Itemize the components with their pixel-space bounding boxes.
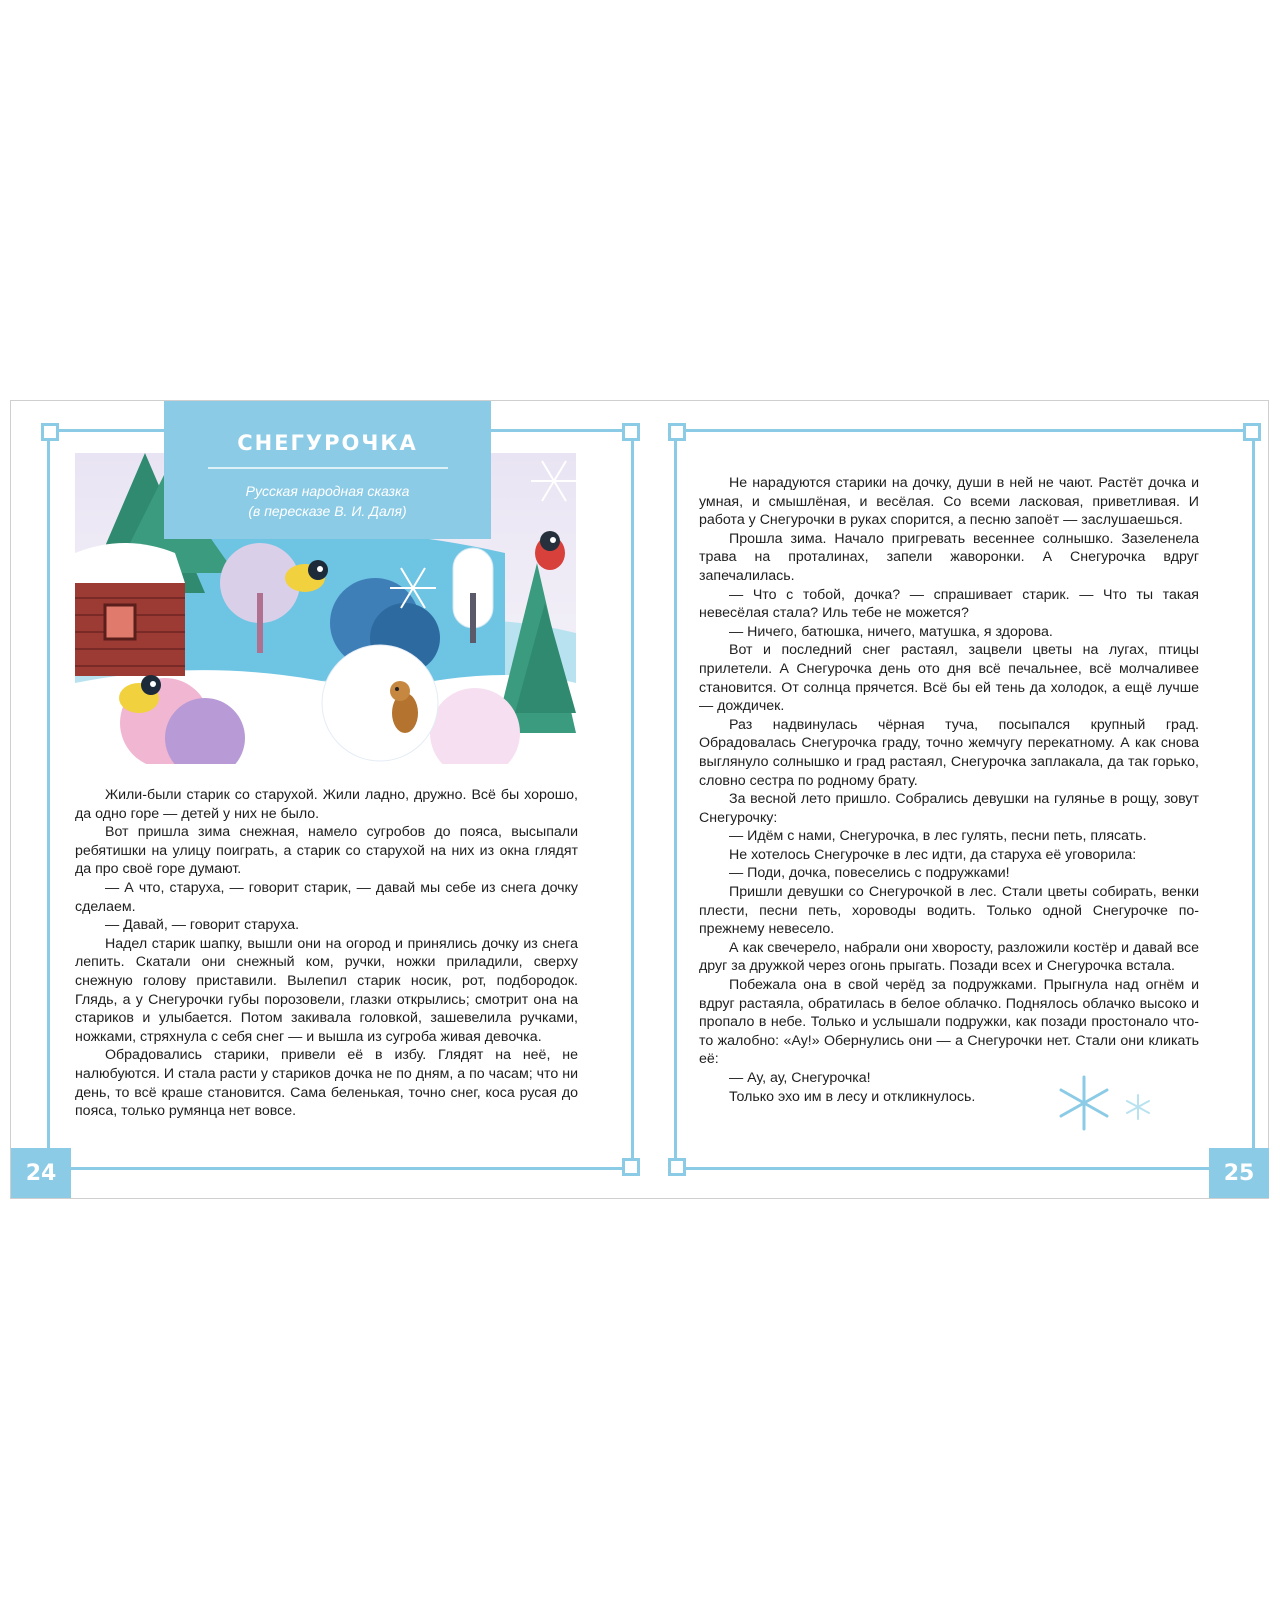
paragraph: Обрадовались старики, привели её в избу. Глядят на неё, не налюбуются. И стала расти у стариков дочка не по дням, а по часам; что ни день, то всё краше становится. Сама беленькая, точно снег, коса русая до пояса, только румянца нет вовсе. [75,1047,578,1120]
frame-corner [622,1158,640,1176]
paragraph: — Ничего, батюшка, ничего, матушка, я здорова. [729,623,1053,640]
story-title: СНЕГУРОЧКА [237,431,418,455]
page-number: 24 [11,1148,71,1198]
right-page [640,401,1269,1198]
paragraph: — Что с тобой, дочка? — спрашивает старик. — Что ты такая невесёлая стала? Иль тебе не можется? [699,586,1199,622]
paragraph: Надел старик шапку, вышли они на огород и принялись дочку из снега лепить. Скатали они снежный ком, ручки, ножки приладили, сверху снежную голову приставили. Вылепил старик носик, рот, подбородок. Глядь, а у Снегурочки губы порозовели, глазки открылись; смотрит она на стариков и улыбается. Потом закивала головкой, зашевелила ручками, ножками, стряхнула с себя снег — и вышла из сугроба живая девочка. [75,935,578,1045]
paragraph: Только эхо им в лесу и откликнулось. [729,1088,976,1105]
subtitle-line-1: Русская народная сказка [245,483,410,499]
title-box [164,401,491,539]
paragraph: Жили-были старик со старухой. Жили ладно, дружно. Всё бы хорошо, да одно горе — детей у них не было. [75,787,578,822]
frame-corner [668,423,686,441]
story-text-left [75,786,578,1121]
snowman-ball-icon [322,645,438,761]
paragraph: — Поди, дочка, повеселись с подружками! [729,865,1010,882]
paragraph: Побежала она в свой черёд за подружками. Прыгнула над огнём и вдруг растаяла, обратилась в белое облачко. Поднялось облачко высоко и пропало в небе. Только и услышали подружки, как позади простонало что-то жалобно: «Ау!» Обернулись они — а Снегурочки нет. Стали они кликать её: [699,977,1199,1068]
paragraph: — Давай, — говорит старуха. [105,917,300,934]
paragraph: Не нарадуются старики на дочку, души в ней не чают. Растёт дочка и умная, и смышлёная, и весёлая. Со всеми ласковая, приветливая. И работа у Снегурочки в руках спорится, а песню запоёт — заслушаешься. [699,475,1199,529]
frame-corner [41,423,59,441]
page-number: 25 [1209,1148,1269,1198]
title-divider [208,467,448,469]
paragraph: — А что, старуха, — говорит старик, — давай мы себе из снега дочку сделаем. [75,879,578,915]
log-cabin-icon [75,543,185,676]
story-text-right [699,474,1199,1106]
paragraph: Не хотелось Снегурочке в лес идти, да старуха её уговорила: [729,846,1137,863]
paragraph: Раз надвинулась чёрная туча, посыпался крупный град. Обрадовалась Снегурочка граду, точно жемчугу перекатному. А как снова выглянуло солнышко и град растаял, Снегурочка заплакала, да так горько, словно сестра по родному брату. [699,716,1199,789]
paragraph: А как свечерело, набрали они хворосту, разложили костёр и давай все друг за дружкой через огонь прыгать. Позади всех и Снегурочка встала. [699,939,1199,975]
subtitle-line-2: (в пересказе В. И. Даля) [248,503,407,519]
frame-corner [1243,423,1261,441]
paragraph: Пришли девушки со Снегурочкой в лес. Стали цветы собирать, венки плести, песни петь, хороводы водить. Только одной Снегурочке по-прежнему невесело. [699,884,1199,938]
frame-corner [668,1158,686,1176]
paragraph: За весной лето пришло. Собрались девушки на гулянье в рощу, зовут Снегурочку: [699,791,1199,826]
paragraph: — Идём с нами, Снегурочка, в лес гулять, песни петь, плясать. [729,828,1147,845]
paragraph: — Ау, ау, Снегурочка! [729,1070,871,1086]
left-page [11,401,640,1198]
paragraph: Вот и последний снег растаял, зацвели цветы на лугах, птицы прилетели. А Снегурочка день ото дня всё печальнее, всё молчаливее становится. От солнца прячется. Всё бы ей тень да холодок, а ещё лучше — дождичек. [699,642,1199,715]
book-spread [10,400,1269,1199]
paragraph: Вот пришла зима снежная, намело сугробов до пояса, высыпали ребятишки на улицу поиграть, а старик со старухой на них из окна глядят да про своё горе думают. [75,824,578,878]
frame-corner [622,423,640,441]
paragraph: Прошла зима. Начало пригревать весеннее солнышко. Зазеленела трава на проталинах, запели жаворонки. А Снегурочка вдруг запечалилась. [699,530,1199,584]
snowflake-icon [1054,1073,1114,1133]
snowflake-small-icon [1124,1093,1152,1121]
